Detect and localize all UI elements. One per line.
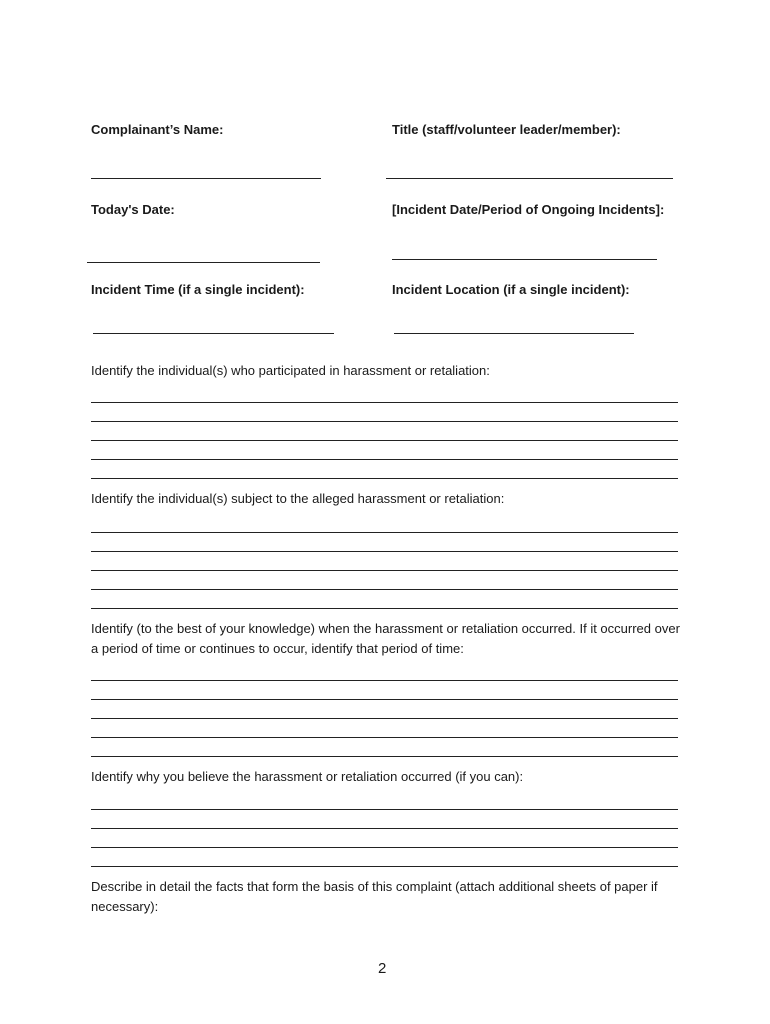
why-line[interactable] [91, 866, 678, 867]
when-prompt: Identify (to the best of your knowledge) when the harassment or retaliation occurred. If it occurred over a period of time or continues to occur, identify that period of time: [91, 621, 680, 656]
incident-time-label: Incident Time (if a single incident): [91, 282, 305, 297]
why-line[interactable] [91, 847, 678, 848]
title-line[interactable] [386, 178, 673, 179]
subjects-line[interactable] [91, 608, 678, 609]
subjects-prompt: Identify the individual(s) subject to the alleged harassment or retaliation: [91, 491, 505, 506]
incident-date-label: [Incident Date/Period of Ongoing Incidents]: [392, 202, 665, 217]
complainant-name-label: Complainant’s Name: [91, 122, 224, 137]
page-number: 2 [378, 960, 387, 977]
when-line[interactable] [91, 756, 678, 757]
incident-time-line[interactable] [93, 333, 334, 334]
participants-line[interactable] [91, 402, 678, 403]
facts-prompt: Describe in detail the facts that form the basis of this complaint (attach additional sheets of paper if necessary): [91, 879, 658, 914]
why-prompt: Identify why you believe the harassment or retaliation occurred (if you can): [91, 769, 524, 784]
complainant-name-line[interactable] [91, 178, 321, 179]
when-line[interactable] [91, 699, 678, 700]
when-line[interactable] [91, 737, 678, 738]
participants-line[interactable] [91, 459, 678, 460]
incident-location-line[interactable] [394, 333, 634, 334]
todays-date-line[interactable] [87, 262, 320, 263]
todays-date-label: Today's Date: [91, 202, 175, 217]
participants-prompt: Identify the individual(s) who participated in harassment or retaliation: [91, 363, 490, 378]
incident-date-line[interactable] [392, 259, 657, 260]
subjects-line[interactable] [91, 532, 678, 533]
when-line[interactable] [91, 680, 678, 681]
incident-location-label: Incident Location (if a single incident): [392, 282, 630, 297]
why-line[interactable] [91, 809, 678, 810]
subjects-line[interactable] [91, 551, 678, 552]
participants-line[interactable] [91, 440, 678, 441]
participants-line[interactable] [91, 478, 678, 479]
participants-line[interactable] [91, 421, 678, 422]
subjects-line[interactable] [91, 589, 678, 590]
why-line[interactable] [91, 828, 678, 829]
when-line[interactable] [91, 718, 678, 719]
title-label: Title (staff/volunteer leader/member): [392, 122, 621, 137]
subjects-line[interactable] [91, 570, 678, 571]
